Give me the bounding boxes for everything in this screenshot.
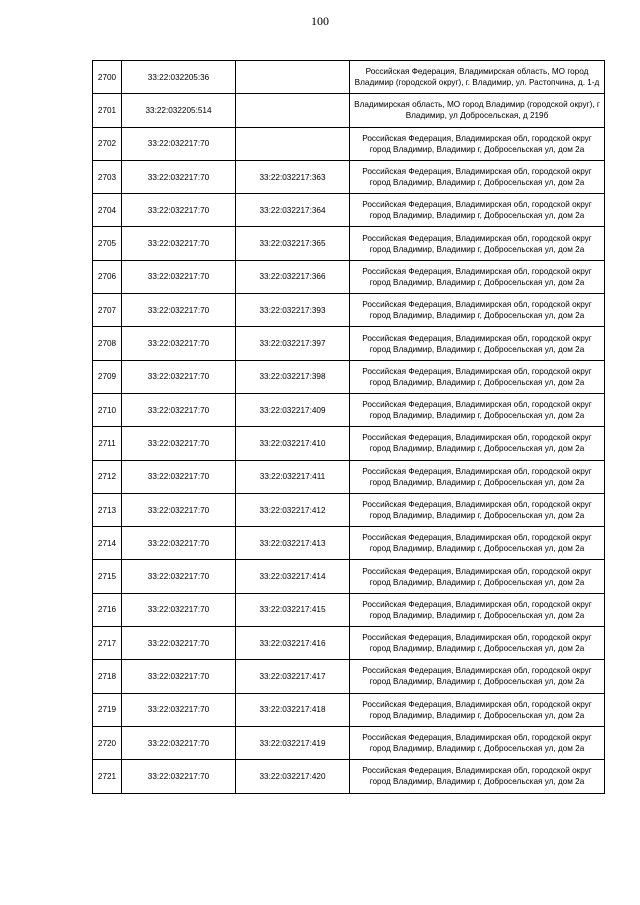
cadastral-number-cell: 33:22:032217:70 [122,427,236,460]
table-row [93,327,605,360]
cadastral-number-cell: 33:22:032217:70 [122,693,236,726]
address-cell: Российская Федерация, Владимирская обл, городской округ город Владимир, Владимир г, Добросельская ул, дом 2а [350,593,605,626]
table-row [93,660,605,693]
table-row [93,360,605,393]
row-number-cell: 2703 [93,160,122,193]
sub-cadastral-number-cell [236,127,350,160]
address-cell: Российская Федерация, Владимирская обл, городской округ город Владимир, Владимир г, Добросельская ул, дом 2а [350,460,605,493]
cadastral-number-cell: 33:22:032217:70 [122,160,236,193]
sub-cadastral-number-cell: 33:22:032217:393 [236,294,350,327]
table-row [93,627,605,660]
row-number-cell: 2704 [93,194,122,227]
cadastral-number-cell: 33:22:032217:70 [122,726,236,759]
row-number-cell: 2713 [93,493,122,526]
sub-cadastral-number-cell [236,94,350,127]
cadastral-number-cell: 33:22:032217:70 [122,294,236,327]
sub-cadastral-number-cell: 33:22:032217:366 [236,260,350,293]
address-cell: Российская Федерация, Владимирская обл, городской округ город Владимир, Владимир г, Добросельская ул, дом 2а [350,726,605,759]
sub-cadastral-number-cell: 33:22:032217:363 [236,160,350,193]
table-row [93,61,605,94]
row-number-cell: 2706 [93,260,122,293]
row-number-cell: 2709 [93,360,122,393]
table-row [93,160,605,193]
address-cell: Российская Федерация, Владимирская обл, городской округ город Владимир, Владимир г, Добросельская ул, дом 2а [350,693,605,726]
table-row [93,393,605,426]
sub-cadastral-number-cell: 33:22:032217:397 [236,327,350,360]
table-row [93,127,605,160]
address-cell: Российская Федерация, Владимирская обл, городской округ город Владимир, Владимир г, Добросельская ул, дом 2а [350,127,605,160]
cadastral-number-cell: 33:22:032205:514 [122,94,236,127]
row-number-cell: 2718 [93,660,122,693]
address-cell: Владимирская область, МО город Владимир (городской округ), г Владимир, ул Добросельская, д 219б [350,94,605,127]
address-cell: Российская Федерация, Владимирская обл, городской округ город Владимир, Владимир г, Добросельская ул, дом 2а [350,294,605,327]
row-number-cell: 2707 [93,294,122,327]
cadastral-number-cell: 33:22:032217:70 [122,360,236,393]
table-row [93,726,605,759]
sub-cadastral-number-cell: 33:22:032217:418 [236,693,350,726]
sub-cadastral-number-cell: 33:22:032217:409 [236,393,350,426]
address-cell: Российская Федерация, Владимирская обл, городской округ город Владимир, Владимир г, Добросельская ул, дом 2а [350,260,605,293]
registry-table [92,60,605,794]
table-row [93,527,605,560]
cadastral-number-cell: 33:22:032217:70 [122,660,236,693]
sub-cadastral-number-cell: 33:22:032217:420 [236,760,350,793]
sub-cadastral-number-cell: 33:22:032217:416 [236,627,350,660]
address-cell: Российская Федерация, Владимирская обл, городской округ город Владимир, Владимир г, Добросельская ул, дом 2а [350,227,605,260]
row-number-cell: 2711 [93,427,122,460]
cadastral-number-cell: 33:22:032217:70 [122,593,236,626]
address-cell: Российская Федерация, Владимирская обл, городской округ город Владимир, Владимир г, Добросельская ул, дом 2а [350,660,605,693]
sub-cadastral-number-cell: 33:22:032217:413 [236,527,350,560]
cadastral-number-cell: 33:22:032217:70 [122,627,236,660]
address-cell: Российская Федерация, Владимирская обл, городской округ город Владимир, Владимир г, Добросельская ул, дом 2а [350,194,605,227]
row-number-cell: 2715 [93,560,122,593]
cadastral-number-cell: 33:22:032217:70 [122,327,236,360]
sub-cadastral-number-cell: 33:22:032217:412 [236,493,350,526]
cadastral-number-cell: 33:22:032217:70 [122,493,236,526]
sub-cadastral-number-cell: 33:22:032217:414 [236,560,350,593]
sub-cadastral-number-cell: 33:22:032217:417 [236,660,350,693]
cadastral-number-cell: 33:22:032217:70 [122,127,236,160]
table-row [93,560,605,593]
table-row [93,593,605,626]
sub-cadastral-number-cell: 33:22:032217:364 [236,194,350,227]
row-number-cell: 2720 [93,726,122,759]
cadastral-number-cell: 33:22:032217:70 [122,227,236,260]
address-cell: Российская Федерация, Владимирская обл, городской округ город Владимир, Владимир г, Добросельская ул, дом 2а [350,560,605,593]
table-row [93,227,605,260]
cadastral-number-cell: 33:22:032217:70 [122,260,236,293]
table-row [93,493,605,526]
cadastral-number-cell: 33:22:032217:70 [122,760,236,793]
address-cell: Российская Федерация, Владимирская обл, городской округ город Владимир, Владимир г, Добросельская ул, дом 2а [350,527,605,560]
sub-cadastral-number-cell: 33:22:032217:411 [236,460,350,493]
address-cell: Российская Федерация, Владимирская обл, городской округ город Владимир, Владимир г, Добросельская ул, дом 2а [350,427,605,460]
address-cell: Российская Федерация, Владимирская обл, городской округ город Владимир, Владимир г, Добросельская ул, дом 2а [350,360,605,393]
table-row [93,260,605,293]
sub-cadastral-number-cell: 33:22:032217:419 [236,726,350,759]
address-cell: Российская Федерация, Владимирская обл, городской округ город Владимир, Владимир г, Добросельская ул, дом 2а [350,393,605,426]
cadastral-number-cell: 33:22:032217:70 [122,194,236,227]
table-row [93,294,605,327]
row-number-cell: 2710 [93,393,122,426]
address-cell: Российская Федерация, Владимирская обл, городской округ город Владимир, Владимир г, Добросельская ул, дом 2а [350,160,605,193]
sub-cadastral-number-cell: 33:22:032217:365 [236,227,350,260]
row-number-cell: 2708 [93,327,122,360]
row-number-cell: 2716 [93,593,122,626]
sub-cadastral-number-cell: 33:22:032217:410 [236,427,350,460]
row-number-cell: 2700 [93,61,122,94]
cadastral-number-cell: 33:22:032217:70 [122,393,236,426]
cadastral-number-cell: 33:22:032217:70 [122,460,236,493]
page-number: 100 [311,14,329,28]
table-row [93,693,605,726]
row-number-cell: 2702 [93,127,122,160]
cadastral-number-cell: 33:22:032217:70 [122,560,236,593]
row-number-cell: 2719 [93,693,122,726]
row-number-cell: 2717 [93,627,122,660]
row-number-cell: 2712 [93,460,122,493]
table-row [93,427,605,460]
address-cell: Российская Федерация, Владимирская обл, городской округ город Владимир, Владимир г, Добросельская ул, дом 2а [350,327,605,360]
sub-cadastral-number-cell [236,61,350,94]
cadastral-number-cell: 33:22:032205:36 [122,61,236,94]
address-cell: Российская Федерация, Владимирская обл, городской округ город Владимир, Владимир г, Добросельская ул, дом 2а [350,627,605,660]
table-row [93,94,605,127]
row-number-cell: 2705 [93,227,122,260]
row-number-cell: 2701 [93,94,122,127]
row-number-cell: 2721 [93,760,122,793]
registry-table-body [93,61,605,794]
address-cell: Российская Федерация, Владимирская обл, городской округ город Владимир, Владимир г, Добросельская ул, дом 2а [350,760,605,793]
row-number-cell: 2714 [93,527,122,560]
table-row [93,460,605,493]
table-row [93,194,605,227]
sub-cadastral-number-cell: 33:22:032217:398 [236,360,350,393]
address-cell: Российская Федерация, Владимирская область, МО город Владимир (городской округ), г. Владимир, ул. Растопчина, д. 1-д [350,61,605,94]
address-cell: Российская Федерация, Владимирская обл, городской округ город Владимир, Владимир г, Добросельская ул, дом 2а [350,493,605,526]
table-row [93,760,605,793]
sub-cadastral-number-cell: 33:22:032217:415 [236,593,350,626]
cadastral-number-cell: 33:22:032217:70 [122,527,236,560]
